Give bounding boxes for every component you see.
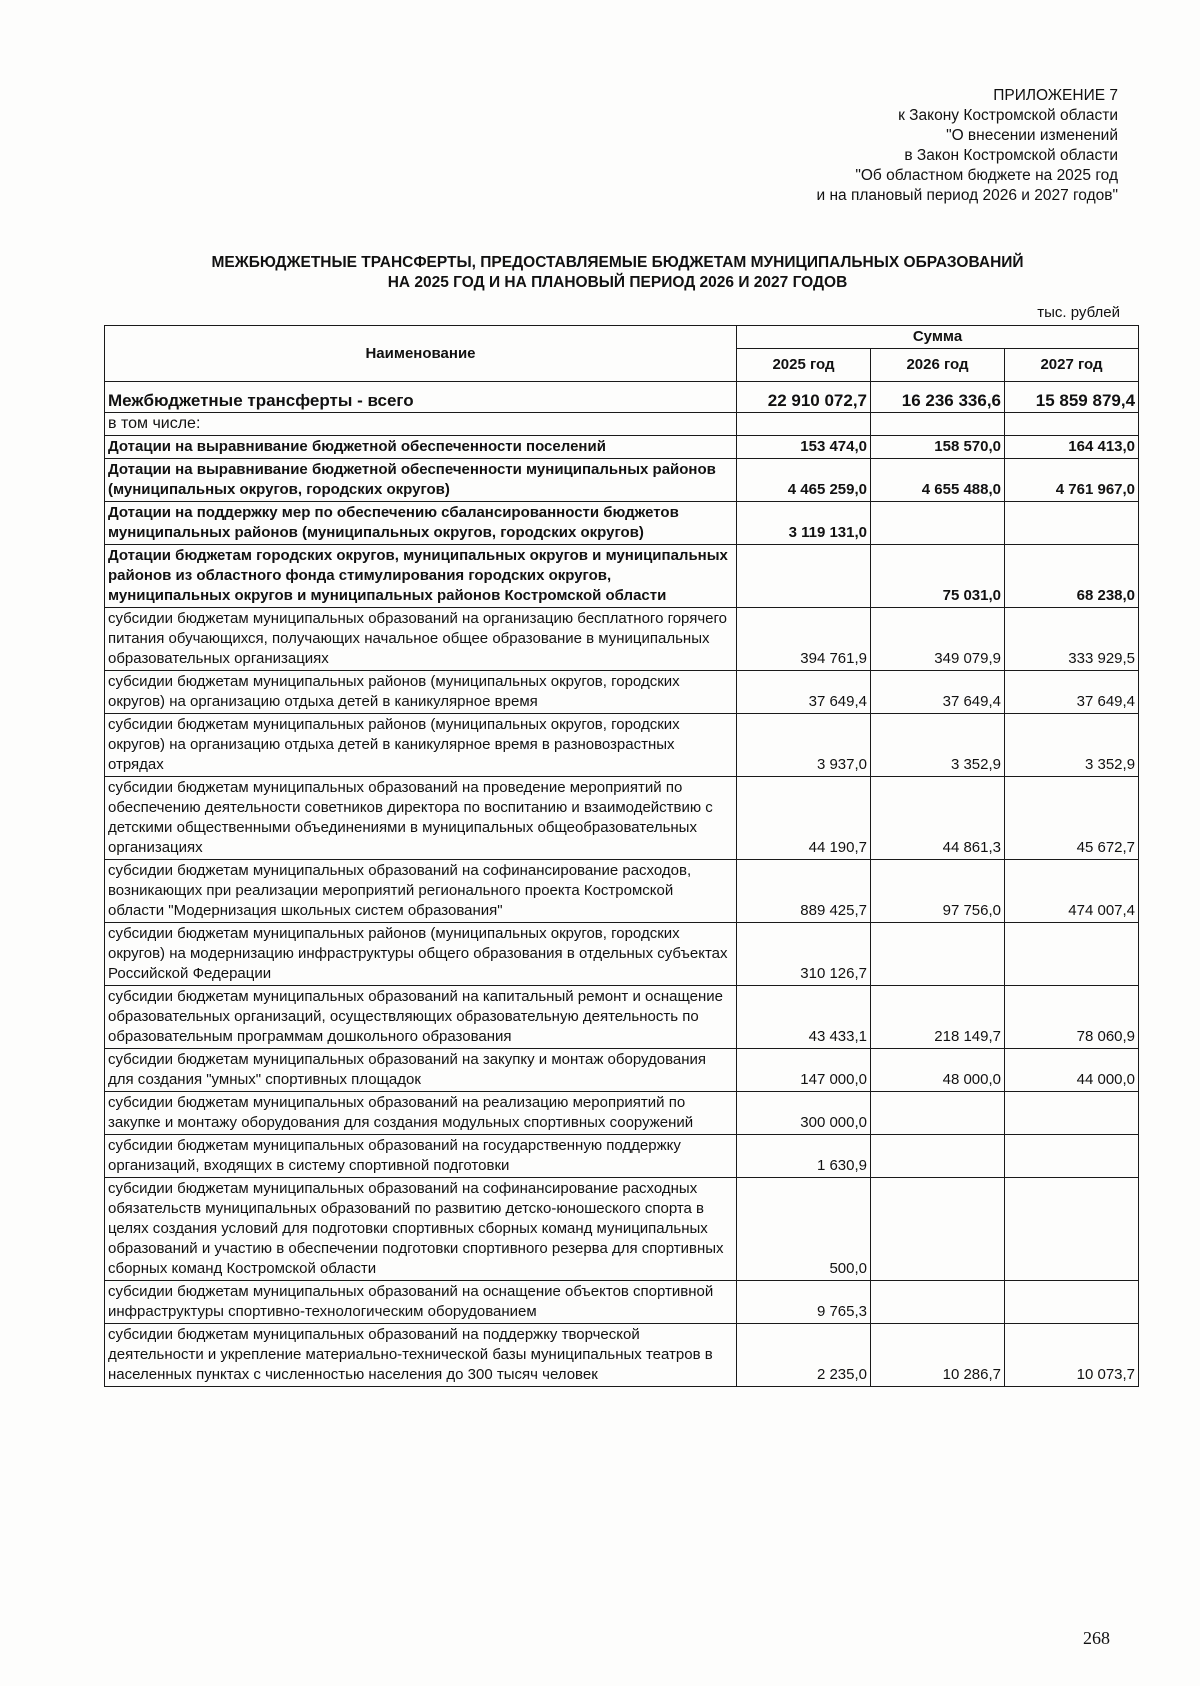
value-2025: 2 235,0 (737, 1324, 871, 1387)
row-name: субсидии бюджетам муниципальных образований на проведение мероприятий по обеспечению деятельности советников директора по воспитанию и взаимодействию с детскими общественными объединениями в муниципальных общеобразовательных организациях (105, 777, 737, 860)
value-2026: 158 570,0 (871, 436, 1005, 459)
value-2027: 10 073,7 (1005, 1324, 1139, 1387)
value-2025: 37 649,4 (737, 671, 871, 714)
table-row (105, 1135, 1139, 1178)
appendix-line: и на плановый период 2026 и 2027 годов" (816, 187, 1118, 204)
value-2027 (1005, 1092, 1139, 1135)
value-2025: 394 761,9 (737, 608, 871, 671)
value-2025: 44 190,7 (737, 777, 871, 860)
table-row (105, 671, 1139, 714)
unit-label: тыс. рублей (1037, 304, 1120, 321)
value-2025: 22 910 072,7 (737, 382, 871, 413)
value-2027: 164 413,0 (1005, 436, 1139, 459)
value-2026: 48 000,0 (871, 1049, 1005, 1092)
row-name: субсидии бюджетам муниципальных районов (муниципальных округов, городских округов) на модернизацию инфраструктуры общего образования в отдельных субъектах Российской Федерации (105, 923, 737, 986)
value-2027: 44 000,0 (1005, 1049, 1139, 1092)
table-row (105, 459, 1139, 502)
value-2026: 3 352,9 (871, 714, 1005, 777)
row-name: субсидии бюджетам муниципальных образований на организацию бесплатного горячего питания обучающихся, получающих начальное общее образование в муниципальных образовательных организациях (105, 608, 737, 671)
column-header-year: 2027 год (1005, 349, 1139, 382)
document-title (100, 253, 1135, 293)
table-row (105, 777, 1139, 860)
value-2025: 4 465 259,0 (737, 459, 871, 502)
value-2026: 97 756,0 (871, 860, 1005, 923)
total-row (105, 382, 1139, 413)
value-2026: 10 286,7 (871, 1324, 1005, 1387)
row-name: субсидии бюджетам муниципальных районов (муниципальных округов, городских округов) на организацию отдыха детей в каникулярное время (105, 671, 737, 714)
value-2027: 37 649,4 (1005, 671, 1139, 714)
table-row (105, 1049, 1139, 1092)
empty-cell (871, 413, 1005, 436)
value-2026 (871, 923, 1005, 986)
document-title-line: МЕЖБЮДЖЕТНЫЕ ТРАНСФЕРТЫ, ПРЕДОСТАВЛЯЕМЫЕ БЮДЖЕТАМ МУНИЦИПАЛЬНЫХ ОБРАЗОВАНИЙ (211, 254, 1024, 271)
row-name: Дотации на выравнивание бюджетной обеспеченности муниципальных районов (муниципальных округов, городских округов) (105, 459, 737, 502)
table-row (105, 502, 1139, 545)
appendix-line: "О внесении изменений (946, 127, 1118, 144)
value-2025: 147 000,0 (737, 1049, 871, 1092)
value-2027: 68 238,0 (1005, 545, 1139, 608)
row-name: субсидии бюджетам муниципальных образований на софинансирование расходов, возникающих при реализации мероприятий регионального проекта Костромской области "Модернизация школьных систем образования" (105, 860, 737, 923)
value-2026 (871, 502, 1005, 545)
column-header-name: Наименование (105, 326, 737, 382)
appendix-line: в Закон Костромской области (904, 147, 1118, 164)
row-name: субсидии бюджетам муниципальных образований на реализацию мероприятий по закупке и монтажу оборудования для создания модульных спортивных сооружений (105, 1092, 737, 1135)
value-2025: 43 433,1 (737, 986, 871, 1049)
value-2026 (871, 1281, 1005, 1324)
document-title-line: НА 2025 ГОД И НА ПЛАНОВЫЙ ПЕРИОД 2026 И 2027 ГОДОВ (387, 274, 848, 291)
table-row (105, 608, 1139, 671)
value-2027 (1005, 1281, 1139, 1324)
value-2026 (871, 1135, 1005, 1178)
empty-cell (1005, 413, 1139, 436)
value-2026: 37 649,4 (871, 671, 1005, 714)
value-2025: 3 937,0 (737, 714, 871, 777)
value-2027 (1005, 1135, 1139, 1178)
column-header-sum: Сумма (737, 326, 1139, 349)
value-2027: 78 060,9 (1005, 986, 1139, 1049)
row-name: субсидии бюджетам муниципальных образований на капитальный ремонт и оснащение образовательных организаций, осуществляющих образовательную деятельность по образовательным программам дошкольного образования (105, 986, 737, 1049)
value-2025: 3 119 131,0 (737, 502, 871, 545)
row-name: Межбюджетные трансферты - всего (105, 382, 737, 413)
including-row (105, 413, 1139, 436)
value-2025: 153 474,0 (737, 436, 871, 459)
row-name: субсидии бюджетам муниципальных образований на закупку и монтаж оборудования для создания "умных" спортивных площадок (105, 1049, 737, 1092)
empty-cell (737, 413, 871, 436)
value-2026: 75 031,0 (871, 545, 1005, 608)
row-name: субсидии бюджетам муниципальных образований на оснащение объектов спортивной инфраструктуры спортивно-технологическим оборудованием (105, 1281, 737, 1324)
appendix-line: ПРИЛОЖЕНИЕ 7 (993, 87, 1118, 104)
value-2027 (1005, 923, 1139, 986)
appendix-header (817, 86, 1119, 206)
table-row (105, 1324, 1139, 1387)
appendix-line: "Об областном бюджете на 2025 год (855, 167, 1118, 184)
appendix-line: к Закону Костромской области (898, 107, 1118, 124)
value-2025: 310 126,7 (737, 923, 871, 986)
page-number: 268 (1083, 1628, 1110, 1648)
value-2025: 500,0 (737, 1178, 871, 1281)
including-label: в том числе: (105, 413, 737, 436)
row-name: субсидии бюджетам муниципальных образований на софинансирование расходных обязательств муниципальных образований по развитию детско-юношеского спорта в целях создания условий для подготовки спортивных сборных команд муниципальных образований и участию в обеспечении подготовки спортивного резерва для спортивных сборных команд Костромской области (105, 1178, 737, 1281)
value-2027 (1005, 502, 1139, 545)
table-row (105, 714, 1139, 777)
table-row (105, 1178, 1139, 1281)
value-2026: 349 079,9 (871, 608, 1005, 671)
value-2027 (1005, 1178, 1139, 1281)
table-row (105, 1092, 1139, 1135)
value-2025: 889 425,7 (737, 860, 871, 923)
table-row (105, 923, 1139, 986)
table-row (105, 860, 1139, 923)
value-2025: 1 630,9 (737, 1135, 871, 1178)
row-name: Дотации на выравнивание бюджетной обеспеченности поселений (105, 436, 737, 459)
value-2025: 9 765,3 (737, 1281, 871, 1324)
value-2026: 4 655 488,0 (871, 459, 1005, 502)
value-2025 (737, 545, 871, 608)
table-row (105, 1281, 1139, 1324)
value-2027: 15 859 879,4 (1005, 382, 1139, 413)
transfers-table (104, 325, 1139, 1387)
value-2027: 3 352,9 (1005, 714, 1139, 777)
value-2027: 474 007,4 (1005, 860, 1139, 923)
value-2026: 44 861,3 (871, 777, 1005, 860)
column-header-year: 2026 год (871, 349, 1005, 382)
value-2027: 333 929,5 (1005, 608, 1139, 671)
row-name: субсидии бюджетам муниципальных районов (муниципальных округов, городских округов) на организацию отдыха детей в каникулярное время в разновозрастных отрядах (105, 714, 737, 777)
row-name: Дотации на поддержку мер по обеспечению сбалансированности бюджетов муниципальных районов (муниципальных округов, городских округов) (105, 502, 737, 545)
value-2026: 218 149,7 (871, 986, 1005, 1049)
value-2026 (871, 1092, 1005, 1135)
value-2027: 45 672,7 (1005, 777, 1139, 860)
row-name: субсидии бюджетам муниципальных образований на государственную поддержку организаций, входящих в систему спортивной подготовки (105, 1135, 737, 1178)
value-2027: 4 761 967,0 (1005, 459, 1139, 502)
value-2026 (871, 1178, 1005, 1281)
column-header-year: 2025 год (737, 349, 871, 382)
table-row (105, 986, 1139, 1049)
row-name: субсидии бюджетам муниципальных образований на поддержку творческой деятельности и укрепление материально-технической базы муниципальных театров в населенных пунктах с численностью населения до 300 тысяч человек (105, 1324, 737, 1387)
value-2026: 16 236 336,6 (871, 382, 1005, 413)
row-name: Дотации бюджетам городских округов, муниципальных округов и муниципальных районов из областного фонда стимулирования городских округов, муниципальных округов и муниципальных районов Костромской области (105, 545, 737, 608)
table-row (105, 436, 1139, 459)
value-2025: 300 000,0 (737, 1092, 871, 1135)
table-row (105, 545, 1139, 608)
